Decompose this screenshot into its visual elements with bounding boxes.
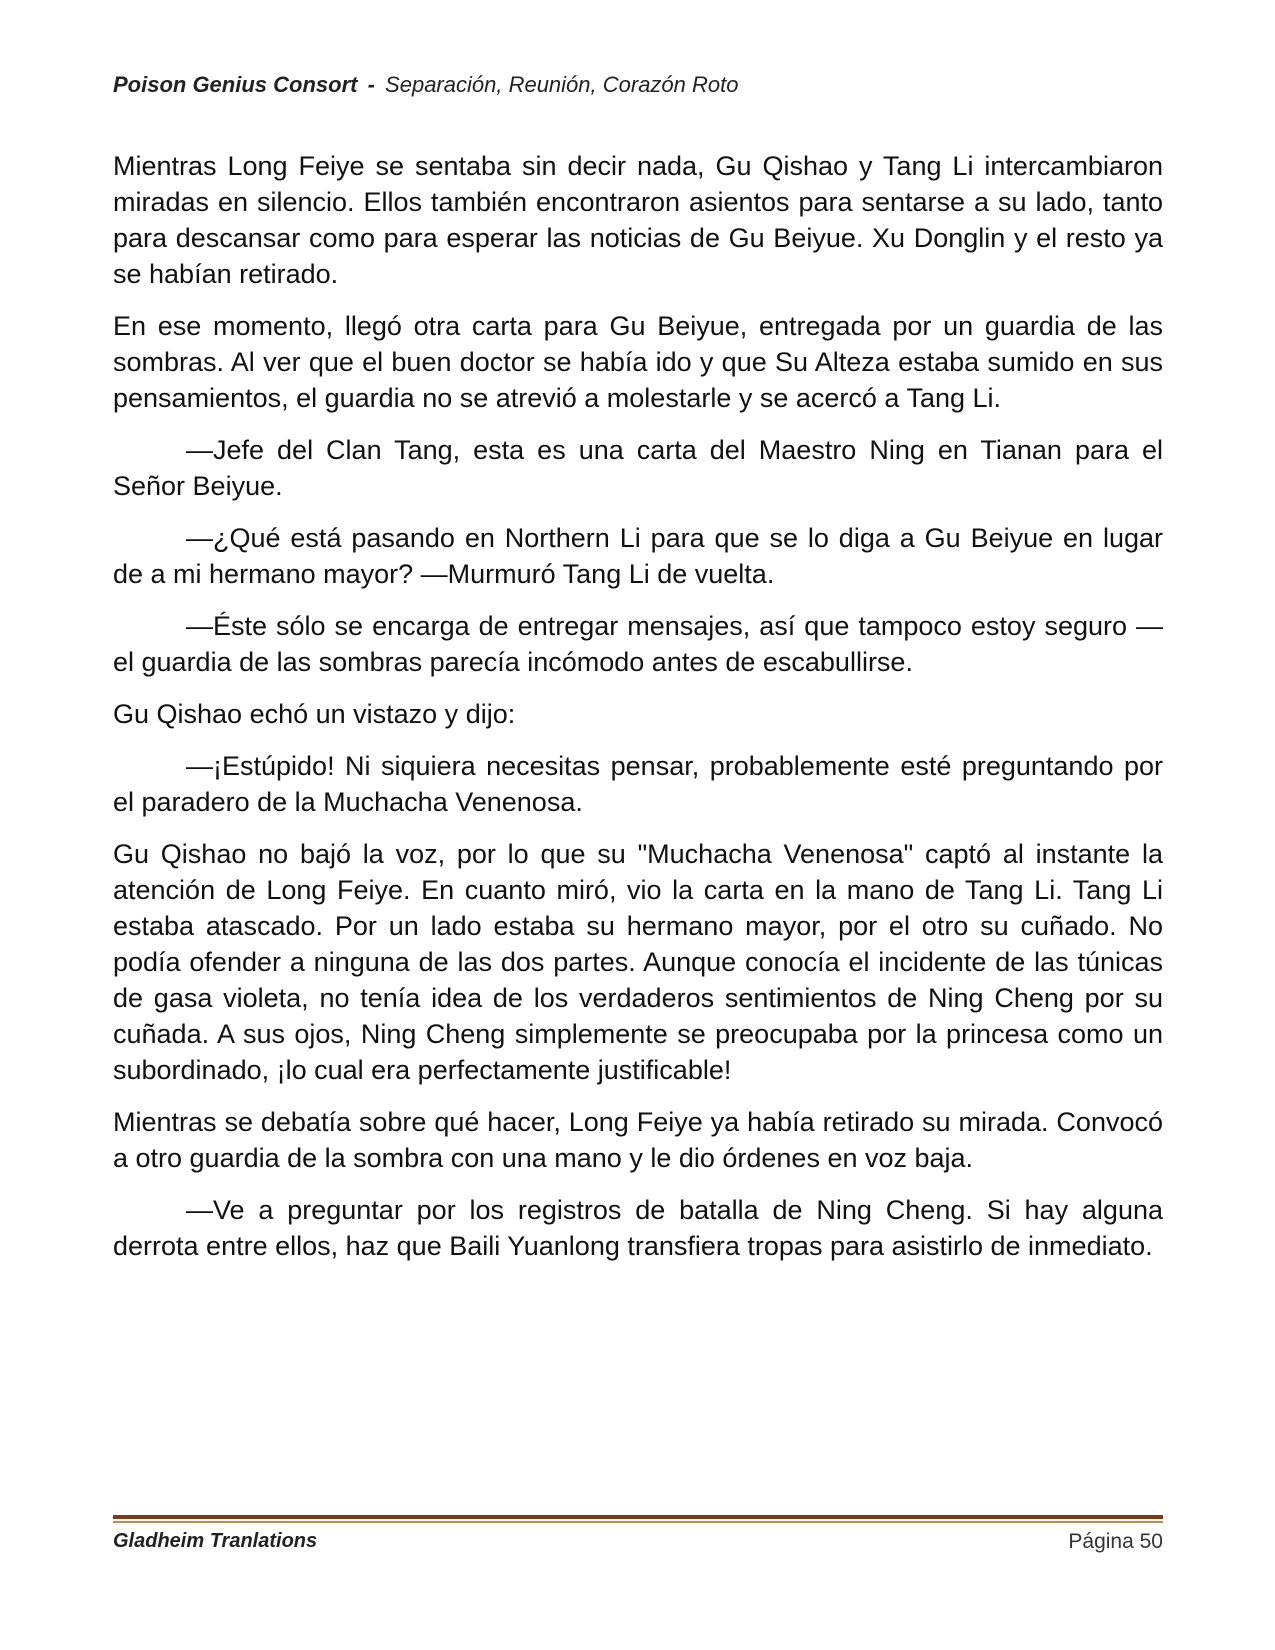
dialogue-paragraph: —Éste sólo se encarga de entregar mensajes, así que tampoco estoy seguro —el guardia de las sombras parecía incómodo antes de escabullirse. bbox=[113, 611, 1163, 677]
chapter-title: Separación, Reunión, Corazón Roto bbox=[385, 72, 739, 97]
paragraph: Mientras se debatía sobre qué hacer, Long Feiye ya había retirado su mirada. Convocó a otro guardia de la sombra con una mano y le dio órdenes en voz baja. bbox=[113, 1107, 1163, 1173]
body-text bbox=[113, 148, 1163, 1280]
footer-rule bbox=[113, 1515, 1163, 1519]
dialogue-paragraph: —¡Estúpido! Ni siquiera necesitas pensar, probablemente esté preguntando por el paradero de la Muchacha Venenosa. bbox=[113, 751, 1163, 817]
publisher-name: Gladheim Tranlations bbox=[113, 1530, 318, 1552]
page-number: Página 50 bbox=[1068, 1530, 1163, 1553]
dialogue-paragraph: —Jefe del Clan Tang, esta es una carta del Maestro Ning en Tianan para el Señor Beiyue. bbox=[113, 435, 1163, 501]
page-header bbox=[113, 72, 1163, 98]
paragraph: Gu Qishao no bajó la voz, por lo que su "Muchacha Venenosa" captó al instante la atención de Long Feiye. En cuanto miró, vio la carta en la mano de Tang Li. Tang Li estaba atascado. Por un lado estaba su hermano mayor, por el otro su cuñado. No podía ofender a ninguna de las dos partes. Aunque conocía el incidente de las túnicas de gasa violeta, no tenía idea de los verdaderos sentimientos de Ning Cheng por su cuñada. A sus ojos, Ning Cheng simplemente se preocupaba por la princesa como un subordinado, ¡lo cual era perfectamente justificable! bbox=[113, 839, 1163, 1085]
footer-rule-accent bbox=[113, 1521, 1163, 1523]
dialogue-paragraph: —Ve a preguntar por los registros de batalla de Ning Cheng. Si hay alguna derrota entre ellos, haz que Baili Yuanlong transfiera tropas para asistirlo de inmediato. bbox=[113, 1195, 1163, 1261]
dialogue-paragraph: —¿Qué está pasando en Northern Li para que se lo diga a Gu Beiyue en lugar de a mi hermano mayor? —Murmuró Tang Li de vuelta. bbox=[113, 523, 1163, 589]
paragraph: En ese momento, llegó otra carta para Gu Beiyue, entregada por un guardia de las sombras. Al ver que el buen doctor se había ido y que Su Alteza estaba sumido en sus pensamientos, el guardia no se atrevió a molestarle y se acercó a Tang Li. bbox=[113, 311, 1163, 413]
header-separator: - bbox=[367, 72, 375, 97]
paragraph: Gu Qishao echó un vistazo y dijo: bbox=[113, 699, 516, 729]
paragraph: Mientras Long Feiye se sentaba sin decir nada, Gu Qishao y Tang Li intercambiaron miradas en silencio. Ellos también encontraron asientos para sentarse a su lado, tanto para descansar como para esperar las noticias de Gu Beiyue. Xu Donglin y el resto ya se habían retirado. bbox=[113, 151, 1163, 289]
book-title: Poison Genius Consort bbox=[113, 72, 358, 97]
